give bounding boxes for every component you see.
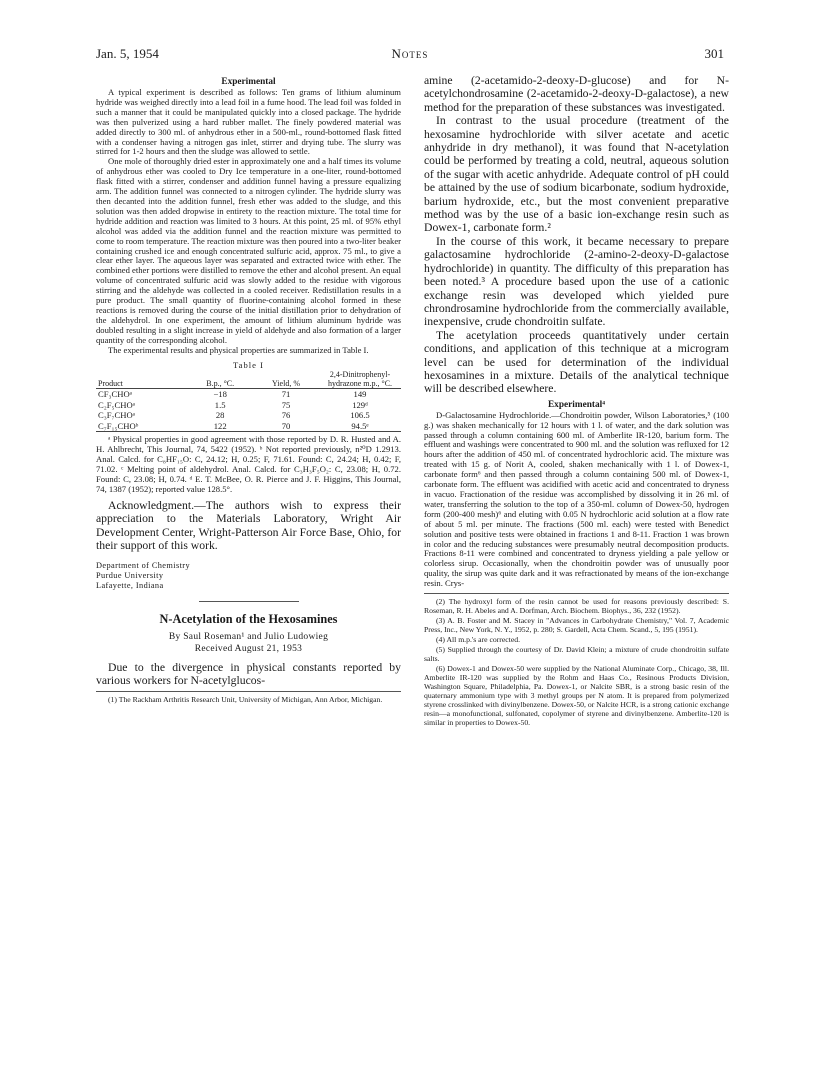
table-cell: 28 (215, 410, 225, 421)
results-table (96, 370, 401, 432)
table-notes: ᵃ Physical properties in good agreement with those reported by D. R. Husted and A. H. Ahlbrecht, This Journal, 74, 5422 (1952). ᵇ Not reported previously, n²⁰D 1.2913. Anal. Calcd. for C₈HF₁₅O: C, 24.12; H, 0.25; F, 71.61. Found: C, 24.24; H, 0.42; F, 71.02. ᶜ Melting point of aldehydrol. Anal. Calcd. for C₃H₃F₅O₂: C, 23.08; H, 0.72. Found: C, 23.08; H, 0.74. ᵈ E. T. McBee, O. R. Pierce and J. F. Higgins, This Journal, 74, 1387 (1952); reported value 128.5°. (96, 434, 401, 494)
body-paragraph: amine (2-acetamido-2-deoxy-D-glucose) and for N-acetylchondrosamine (2-acetamido-2-deoxy-D-galactose), a new method for the preparation of these substances was investigated. (424, 74, 729, 114)
table-cell: CF₃CHOᵃ (98, 389, 133, 400)
table-header: Product (96, 370, 187, 389)
footnote: (1) The Rackham Arthritis Research Unit, University of Michigan, Ann Arbor, Michigan. (108, 695, 383, 705)
table-cell: 94.5ᵉ (319, 421, 401, 432)
table-cell: C₃F₇CHOᵃ (98, 410, 135, 421)
table-row (96, 410, 401, 421)
divider (199, 601, 299, 602)
footnote: (2) The hydroxyl form of the resin cannot be used for reasons previously described: S. Roseman, R. H. Abeles and A. Dorfman, Arch. Biochem. Biophys., 36, 232 (1952). (424, 597, 729, 616)
header-section: Notes (391, 46, 429, 61)
body-paragraph: The experimental results and physical properties are summarized in Table I. (108, 344, 369, 355)
table-row (96, 400, 401, 411)
table-cell: 1.5 (214, 399, 226, 410)
article-title: N-Acetylation of the Hexosamines (159, 611, 338, 626)
table-cell: 149 (353, 389, 367, 400)
right-column (424, 74, 729, 727)
footnote: (3) A. B. Foster and M. Stacey in "Advances in Carbohydrate Chemistry," Vol. 7, Academic Press, Inc., New York, N. Y., 1952, p. 280; S. Gardell, Acta Chem. Scand., 5, 195 (1951). (424, 616, 729, 635)
table-title: Table I (233, 360, 264, 371)
table-header: Yield, % (253, 370, 319, 389)
footnote-divider (96, 691, 401, 692)
article-authors: By Saul Roseman¹ and Julio Ludowieg (168, 631, 329, 642)
table-header: B.p., °C. (187, 370, 253, 389)
table-cell: 75 (281, 399, 291, 410)
header-date: Jan. 5, 1954 (96, 46, 159, 61)
experimental-heading: Experimental (221, 77, 276, 87)
body-paragraph: The acetylation proceeds quantitatively under certain conditions, and application of this technique at a microgram level can be used for determination of the individual hexosamines in a mixture. Details of the analytical technique will be described elsewhere. (424, 328, 729, 396)
left-column (96, 74, 401, 704)
body-paragraph: D-Galactosamine Hydrochloride.—Chondroitin powder, Wilson Laboratories,⁵ (100 g.) was shaken mechanically for 12 hours with 1 l. of water, and the dark solution was passed through a column containing 600 ml. of Amberlite IR-120, barium form. The effluent and washings were concentrated to 900 ml. and the solution was refluxed for 12 hours after the addition of 450 ml. of concentrated hydrochloric acid. The mixture was treated with 15 g. of Norit A, cooled, shaken mechanically with 1 l. of Dowex-1, carbonate form⁶ and then passed through a column containing 500 ml. of Dowex-1, carbonate form. The effluent was acidified with acetic acid and concentrated to dryness in vacuo. Fractionation of the residue was accomplished by dissolving it in 26 ml. of water, transferring the solution to the top of a 350-ml. column of Dowex-50, hydrogen form (200-400 mesh)⁶ and eluting with 0.05 N hydrochloric acid solution at a flow rate of about 5 ml. per minute. The fractions (500 ml. each) were tested with Benedict solution and positive tests were obtained in fractions 1 and 8-11. Fraction 1 was brown in color and the reducing substances were presumably neutral decomposition products. Fractions 8-11 were combined and concentrated to dryness yielding a pale yellow or colorless sirup. Occasionally, when the chondroitin powder was of unusually poor quality, the sirup was quite dark and it was refractionated by means of the ion-exchange resin. Crys- (424, 409, 729, 589)
address-line: Lafayette, Indiana (96, 580, 164, 590)
table-cell: 129ᵈ (352, 399, 368, 410)
table-cell: −18 (213, 389, 227, 400)
table-cell: C₇F₁₅CHOᵇ (96, 421, 187, 432)
table-row (96, 421, 401, 432)
footnote: (6) Dowex-1 and Dowex-50 were supplied by the National Aluminate Corp., Chicago, 38, Ill. Amberlite IR-120 was supplied by the Rohm and Haas Co., Resinous Products Division, Washington Square, Philadelphia, Pa. Dowex-1, or Nalcite SBR, is a strong basic resin of the quaternary ammonium type with 3 methyl groups per N atom. It is prepared from polymerized styrene crosslinked with divinylbenzene. Dowex-50, or Nalcite HCR, is a strong cationic exchange resin—a monofunctional, sulfonated, copolymer of styrene and divinylbenzene. Amberlite-120 is similar in properties to Dowex-50. (424, 664, 729, 728)
footnote-divider (424, 593, 729, 594)
received-date: Received August 21, 1953 (194, 643, 303, 654)
experimental-heading: Experimental⁴ (547, 399, 605, 410)
footnote: (5) Supplied through the courtesy of Dr. David Klein; a mixture of crude chondroitin sulfate salts. (424, 645, 729, 664)
table-cell: 70 (253, 421, 319, 432)
footnote: (4) All m.p.'s are corrected. (436, 635, 520, 645)
table-cell: 71 (281, 389, 291, 400)
article-intro: Due to the divergence in physical constants reported by various workers for N-acetylglucos- (96, 660, 401, 687)
body-paragraph: In contrast to the usual procedure (treatment of the hexosamine hydrochloride with silver acetate and acetic anhydride in dry methanol), it was found that N-acetylation could be performed by treating a cold, neutral, aqueous solution of the sugar with acetic anhydride. Adequate control of pH could be attained by the use of sodium bicarbonate, sodium hydroxide, barium hydroxide, etc., but the most convenient preparative method was by the use of a basic ion-exchange resin such as Dowex-1, carbonate form.² (424, 114, 729, 235)
body-paragraph: In the course of this work, it became necessary to prepare galactosamine hydrochloride (2-amino-2-deoxy-D-galactose hydrochloride) in quantity. The difficulty of this preparation has been noted.³ A procedure based upon the use of a cationic exchange resin was developed which yielded pure chrondrosamine hydrochloride from the commercially available, inexpensive, crude chondroitin sulfate. (424, 234, 729, 329)
table-cell: 76 (281, 410, 291, 421)
address-line: Purdue University (96, 570, 164, 580)
address-line: Department of Chemistry (96, 560, 190, 570)
running-header (96, 46, 724, 62)
body-paragraph: One mole of thoroughly dried ester in approximately one and a half times its volume of anhydrous ether was cooled to Dry Ice temperature in a one-liter, round-bottomed flask fitted with a stirrer, condenser and addition funnel having a pressure equalizing arm. The addition funnel was connected to a nitrogen cylinder. The hydride slurry was then decanted into the addition funnel, fresh ether was added to the sludge, and this solution was then added dropwise in entirety to the reaction mixture. The total time for hydride addition and reaction was limited to 3 hours. At this point, 25 ml. of 95% ethyl alcohol was added via the addition funnel and the reaction mixture was permitted to come to room temperature. The reaction mixture was then poured into a two-liter beaker containing crushed ice and enough concentrated sulfuric acid, approx. 75 ml., to give a clear ether layer. The aqueous layer was separated and extracted twice with ether. The combined ether portions were distilled to remove the ether and alcohol present. An equal volume of concentrated sulfuric acid was slowly added to the residue with vigorous stirring and the aldehyde was collected in a cooled receiver. Redistillation results in a pure product. The small quantity of fluorine-containing alcohol formed in these reactions is removed during the course of the initial distillation prior to dehydration of the aldehydrol. In one experiment, the amount of lithium aluminum hydride was doubled resulting in a slight increase in yield of aldehyde and also formation of a larger quantity of the corresponding alcohol. (96, 156, 401, 345)
table-header: 2,4-Dinitrophenyl-hydrazone m.p., °C. (319, 370, 401, 389)
table-cell: 106.5 (350, 410, 370, 421)
page-number: 301 (704, 46, 724, 61)
table-cell: 122 (187, 421, 253, 432)
table-row (96, 389, 401, 400)
acknowledgment: Acknowledgment.—The authors wish to express their appreciation to the Materials Laboratory, Wright Air Development Center, Wright-Patterson Air Force Base, Ohio, for their support of this work. (96, 498, 401, 553)
body-paragraph: A typical experiment is described as follows: Ten grams of lithium aluminum hydride was weighed directly into a lead foil in a fume hood. The lead foil was folded in such a manner that it could be manipulated quickly into a closed package. The hydride was then pulverized using a hard rubber mallet. The finely powdered material was added directly to 300 ml. of anhydrous ether in a 500-ml., round-bottomed flask fitted with a condenser having a nitrogen gas inlet, stirrer and drying tube. The slurry was stirred for 1-2 hours and then the sludge was allowed to settle. (96, 87, 401, 157)
author-address (96, 561, 401, 591)
table-cell: C₂F₅CHOᵃ (98, 399, 135, 410)
